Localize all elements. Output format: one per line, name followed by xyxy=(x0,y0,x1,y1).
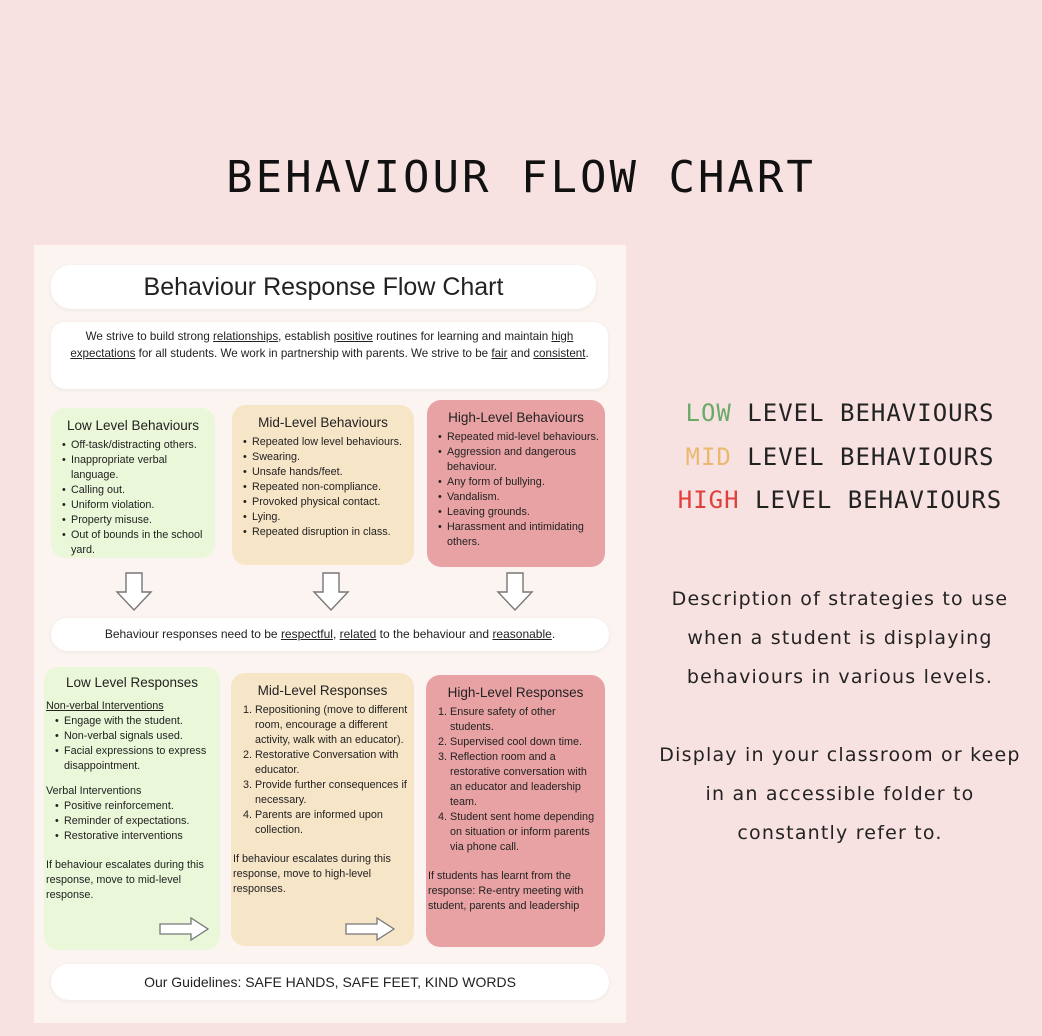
flow-chart-poster xyxy=(34,245,626,1023)
mid-responses-heading: Mid-Level Responses xyxy=(257,683,388,698)
legend-mid-keyword: MID xyxy=(685,442,732,471)
list-item: • Provoked physical contact. xyxy=(252,495,408,510)
list-item: • Facial expressions to express disappointment. xyxy=(64,744,214,774)
list-item: • Non-verbal signals used. xyxy=(64,729,214,744)
list-item: • Leaving grounds. xyxy=(447,505,599,520)
legend-mid xyxy=(650,436,1030,480)
high-responses-list xyxy=(432,705,599,855)
low-behaviours-heading: Low Level Behaviours xyxy=(66,418,200,433)
list-item: • Restorative interventions xyxy=(64,829,214,844)
legend-high xyxy=(650,479,1030,523)
high-followup-note: If students has learnt from the response: Re-entry meeting with student, parents and leadership xyxy=(428,870,584,912)
display-instructions-text: Display in your classroom or keep in an accessible folder to constantly refer to. xyxy=(659,744,1021,844)
legend-mid-label: LEVEL BEHAVIOURS xyxy=(731,442,995,471)
list-item: 3. Reflection room and a restorative conversation with an educator and leadership team. xyxy=(450,750,599,810)
down-arrow-icon xyxy=(115,572,153,612)
mid-level-responses-box xyxy=(231,673,414,946)
list-item: 1. Ensure safety of other students. xyxy=(450,705,599,735)
low-level-behaviours-box xyxy=(51,408,215,558)
mid-behaviours-list xyxy=(238,435,408,540)
list-item: 1. Repositioning (move to different room, encourage a different activity, walk with an educator). xyxy=(255,703,408,748)
list-item: • Any form of bullying. xyxy=(447,475,599,490)
list-item: 2. Supervised cool down time. xyxy=(450,735,599,750)
list-item: • Inappropriate verbal language. xyxy=(71,453,209,483)
legend-low-keyword: LOW xyxy=(685,399,732,427)
list-item: 4. Student sent home depending on situation or inform parents via phone call. xyxy=(450,810,599,855)
high-level-responses-box xyxy=(426,675,605,947)
list-item: • Positive reinforcement. xyxy=(64,799,214,814)
list-item: • Unsafe hands/feet. xyxy=(252,465,408,480)
mid-level-behaviours-box xyxy=(232,405,414,565)
list-item: • Out of bounds in the school yard. xyxy=(71,528,209,558)
right-arrow-icon xyxy=(345,917,395,941)
response-principles-note: Behaviour responses need to be respectful, related to the behaviour and reasonable. xyxy=(51,618,609,651)
list-item: 2. Restorative Conversation with educator. xyxy=(255,748,408,778)
low-responses-heading: Low Level Responses xyxy=(65,675,199,690)
legend-high-keyword: HIGH xyxy=(677,486,740,514)
low-behaviours-list xyxy=(57,438,209,558)
mid-behaviours-heading: Mid-Level Behaviours xyxy=(258,415,388,430)
down-arrow-icon xyxy=(312,572,350,612)
list-item: 3. Provide further consequences if necessary. xyxy=(255,778,408,808)
color-legend xyxy=(650,392,1030,523)
high-responses-heading: High-Level Responses xyxy=(447,685,584,700)
page-title: BEHAVIOUR FLOW CHART xyxy=(226,152,816,203)
legend-low xyxy=(650,392,1030,436)
list-item: 4. Parents are informed upon collection. xyxy=(255,808,408,838)
list-item: • Repeated disruption in class. xyxy=(252,525,408,540)
legend-low-label: LEVEL BEHAVIOURS xyxy=(731,399,995,427)
poster-title: Behaviour Response Flow Chart xyxy=(51,265,596,309)
mid-escalation-note: If behaviour escalates during this response, move to high-level responses. xyxy=(233,853,391,895)
high-behaviours-heading: High-Level Behaviours xyxy=(448,410,584,425)
list-item: • Engage with the student. xyxy=(64,714,214,729)
list-item: • Vandalism. xyxy=(447,490,599,505)
right-arrow-icon xyxy=(159,917,209,941)
mission-statement: We strive to build strong relationships, establish positive routines for learning and maintain high expectations for all students. We work in partnership with parents. We strive to be fair and consistent. xyxy=(51,322,608,389)
list-item: • Reminder of expectations. xyxy=(64,814,214,829)
list-item: • Aggression and dangerous behaviour. xyxy=(447,445,599,475)
list-item: • Lying. xyxy=(252,510,408,525)
list-item: • Repeated low level behaviours. xyxy=(252,435,408,450)
verbal-list xyxy=(50,799,214,844)
list-item: • Calling out. xyxy=(71,483,209,498)
list-item: • Property misuse. xyxy=(71,513,209,528)
down-arrow-icon xyxy=(496,572,534,612)
low-level-responses-box xyxy=(44,667,220,950)
list-item: • Repeated non-compliance. xyxy=(252,480,408,495)
list-item: • Repeated mid-level behaviours. xyxy=(447,430,599,445)
legend-high-label: LEVEL BEHAVIOURS xyxy=(739,486,1003,514)
guidelines-banner: Our Guidelines: SAFE HANDS, SAFE FEET, KIND WORDS xyxy=(51,964,609,1000)
high-behaviours-list xyxy=(433,430,599,550)
description-text: Description of strategies to use when a student is displaying behaviours in various levels. xyxy=(671,588,1009,688)
list-item: • Uniform violation. xyxy=(71,498,209,513)
nonverbal-list xyxy=(50,714,214,774)
high-level-behaviours-box xyxy=(427,400,605,567)
low-escalation-note: If behaviour escalates during this response, move to mid-level response. xyxy=(46,859,204,901)
list-item: • Swearing. xyxy=(252,450,408,465)
list-item: • Harassment and intimidating others. xyxy=(447,520,599,550)
list-item: • Off-task/distracting others. xyxy=(71,438,209,453)
mid-responses-list xyxy=(237,703,408,838)
nonverbal-heading: Non-verbal Interventions xyxy=(46,700,164,712)
verbal-heading: Verbal Interventions xyxy=(46,785,142,797)
